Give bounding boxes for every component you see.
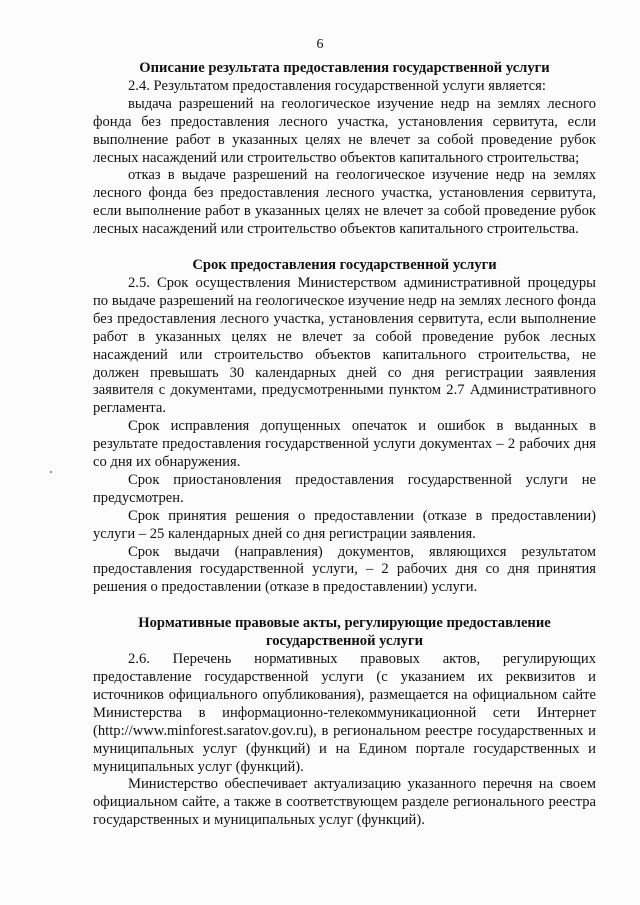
paragraph: 2.5. Срок осуществления Министерством административной процедуры по выдаче разрешений на геологическое изучение недр на землях лесного фонда без предоставления лесного участка, установления сервитута, если выполнение работ в указанных целях не влечет за собой проведение рубок лесных насаждений или строительство объектов капитального строительства, не должен превышать 30 календарных дней со дня регистрации заявления заявителя с документами, предусмотренными пунктом 2.7 Административного регламента. — [93, 274, 596, 417]
document-body — [93, 60, 596, 830]
heading-line: Нормативные правовые акты, регулирующие предоставление — [138, 615, 551, 632]
section-heading-result: Описание результата предоставления государственной услуги — [139, 60, 550, 76]
paragraph: выдача разрешений на геологическое изучение недр на землях лесного фонда без предоставления лесного участка, установления сервитута, если выполнение работ в указанных целях не влечет за собой проведение рубок лесных насаждений или строительство объектов капитального строительства; — [93, 95, 596, 166]
paragraph: 2.4. Результатом предоставления государственной услуги является: — [128, 77, 546, 94]
paragraph: 2.6. Перечень нормативных правовых актов, регулирующих предоставление государственной услуги (с указанием их реквизитов и источников официального опубликования), размещается на официальном сайте Министерства в информационно-телекоммуникационной сети Интернет (http://www.minforest.saratov.gov.ru), в региональном реестре государственных и муниципальных услуг (функций) и на Едином портале государственных и муниципальных услуг (функций). — [93, 651, 596, 775]
paragraph: Срок принятия решения о предоставлении (отказе в предоставлении) услуги – 25 календарных дней со дня регистрации заявления. — [93, 507, 596, 542]
paragraph: Срок приостановления предоставления государственной услуги не предусмотрен. — [93, 471, 596, 506]
paragraph: отказ в выдаче разрешений на геологическое изучение недр на землях лесного фонда без предоставления лесного участка, установления сервитута, если выполнение работ в указанных целях не влечет за собой проведение рубок лесных насаждений или строительство объектов капитального строительства. — [93, 167, 596, 238]
paragraph: Министерство обеспечивает актуализацию указанного перечня на своем официальном сайте, а также в соответствующем разделе регионального реестра государственных и муниципальных услуг (функций). — [93, 776, 596, 829]
paragraph: Срок выдачи (направления) документов, являющихся результатом предоставления государственной услуги, – 2 рабочих дня со дня принятия решения о предоставлении (отказе в предоставлении) услуги. — [93, 543, 596, 596]
section-heading-term: Срок предоставления государственной услуги — [192, 257, 497, 274]
heading-line: государственной услуги — [265, 633, 424, 650]
section-heading-legal-acts — [93, 615, 596, 651]
scan-speck — [50, 471, 52, 473]
paragraph: Срок исправления допущенных опечаток и ошибок в выданных в результате предоставления государственной услуги документах – 2 рабочих дня со дня их обнаружения. — [93, 418, 596, 471]
page-number: 6 — [316, 37, 324, 52]
